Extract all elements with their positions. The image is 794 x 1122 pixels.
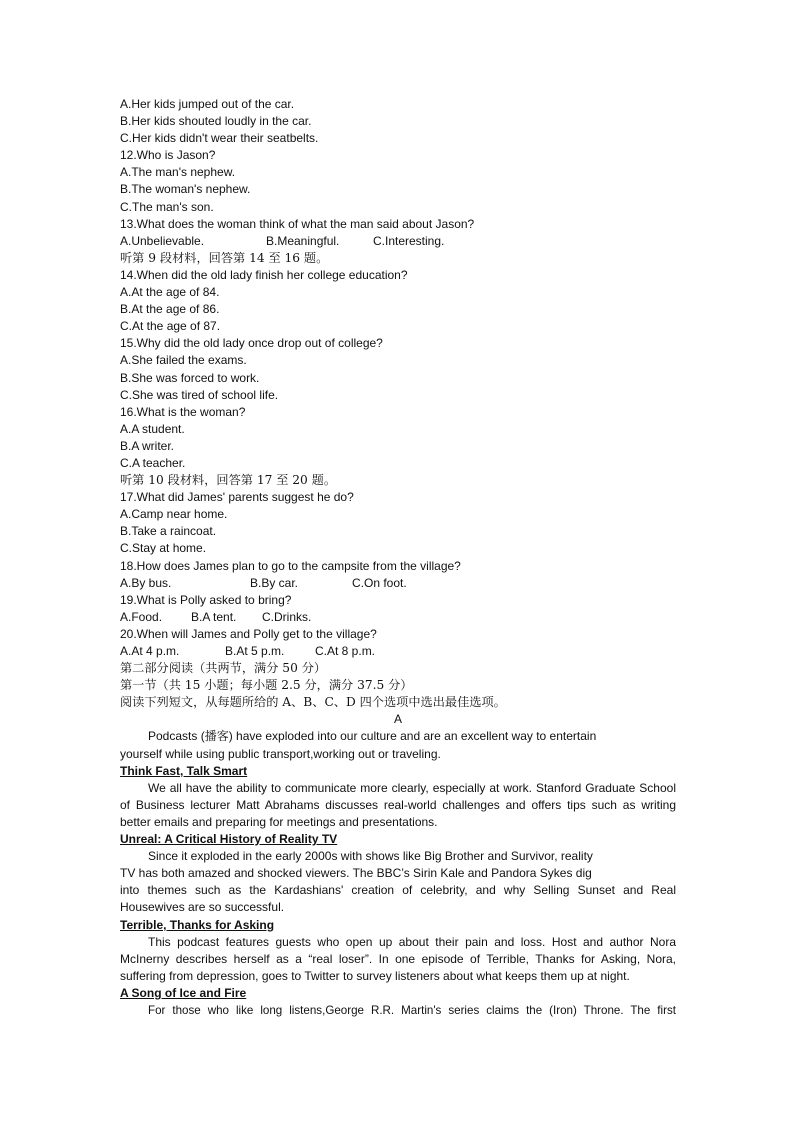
q12-option-b: B.The woman's nephew.	[120, 182, 251, 197]
passage-label: A	[393, 712, 402, 727]
q11-options	[120, 96, 676, 147]
q14-question: 14.When did the old lady finish her college education?	[120, 267, 408, 282]
q13-option-a: A.Unbelievable.	[120, 233, 205, 248]
q20-option-c: C.At 8 p.m.	[315, 644, 376, 658]
q17-option-c: C.Stay at home.	[120, 541, 207, 556]
q18-options	[120, 575, 676, 592]
part2-title: 第二部分阅读（共两节，满分 50 分）	[120, 661, 327, 676]
q12-question: 12.Who is Jason?	[120, 148, 216, 163]
q14-option-a: A.At the age of 84.	[120, 285, 220, 300]
podcast2-line-3: into themes such as the Kardashians' creation of celebrity, and why Selling Sunset and Real	[120, 883, 676, 898]
q17-question: 17.What did James' parents suggest he do?	[120, 490, 354, 505]
q16-option-a: A.A student.	[120, 421, 185, 436]
podcast2-line-1: Since it exploded in the early 2000s with shows like Big Brother and Survivor, reality	[148, 849, 593, 864]
q20-option-a: A.At 4 p.m.	[120, 644, 180, 658]
q15-option-c: C.She was tired of school life.	[120, 387, 279, 402]
reading-instructions: 阅读下列短文，从每题所给的 A、B、C、D 四个选项中选出最佳选项。	[120, 695, 506, 710]
q17-option-b: B.Take a raincoat.	[120, 524, 217, 539]
q19-options	[120, 609, 676, 626]
podcast1-text: We all have the ability to communicate more clearly, especially at work. Stanford Graduate School of Business lecturer Matt Abrahams discusses real-world challenges and offers tips such as writing better emails and preparing for meetings and presentations.	[120, 780, 676, 829]
q16-option-c: C.A teacher.	[120, 455, 186, 470]
podcast2-line-2: TV has both amazed and shocked viewers. The BBC’s Sirin Kale and Pandora Sykes dig	[120, 866, 592, 881]
podcast1-title: Think Fast, Talk Smart	[120, 763, 248, 778]
podcast2-line-4: Housewives are so successful.	[120, 900, 285, 915]
podcast4-title: A Song of Ice and Fire	[120, 985, 247, 1000]
q13-options	[120, 233, 676, 250]
q20-options	[120, 643, 676, 660]
intro-line-2: yourself while using public transport,working out or traveling.	[120, 746, 441, 761]
podcast2-title: Unreal: A Critical History of Reality TV	[120, 832, 338, 847]
q11-option-b: B.Her kids shouted loudly in the car.	[120, 114, 312, 129]
q16-option-b: B.A writer.	[120, 438, 175, 453]
q13-option-c: C.Interesting.	[373, 233, 445, 248]
q18-option-b: B.By car.	[250, 575, 299, 590]
q15-question: 15.Why did the old lady once drop out of college?	[120, 336, 383, 351]
podcast4-line-1: For those who like long listens,George R.R. Martin's series claims the (Iron) Throne. The first	[148, 1003, 676, 1017]
q19-option-c: C.Drinks.	[262, 609, 312, 624]
q13-question: 13.What does the woman think of what the man said about Jason?	[120, 216, 475, 231]
podcast3-text: This podcast features guests who open up about their pain and loss. Host and author Nora McInerny describes herself as a “real loser”. In one episode of Terrible, Thanks for Asking, Nora, suffering from depression, goes to Twitter to survey listeners about what keeps them up at night.	[120, 934, 676, 983]
section1-title: 第一节（共 15 小题；每小题 2.5 分，满分 37.5 分）	[120, 678, 413, 693]
podcast3-title: Terrible, Thanks for Asking	[120, 917, 275, 932]
section9-instruction: 听第 9 段材料，回答第 14 至 16 题。	[120, 250, 329, 265]
q20-option-b: B.At 5 p.m.	[225, 644, 285, 658]
q18-option-a: A.By bus.	[120, 575, 172, 590]
q11-option-c: C.Her kids didn't wear their seatbelts.	[120, 131, 319, 146]
q19-question: 19.What is Polly asked to bring?	[120, 592, 292, 607]
q20-question: 20.When will James and Polly get to the village?	[120, 626, 377, 641]
intro-line-1: Podcasts (播客) have exploded into our culture and are an excellent way to entertain	[148, 729, 597, 744]
q16-question: 16.What is the woman?	[120, 404, 246, 419]
q12-option-c: C.The man's son.	[120, 199, 214, 214]
q11-option-a: A.Her kids jumped out of the car.	[120, 97, 295, 111]
section10-instruction: 听第 10 段材料，回答第 17 至 20 题。	[120, 473, 337, 488]
q19-option-b: B.A tent.	[191, 609, 237, 624]
q18-question: 18.How does James plan to go to the campsite from the village?	[120, 558, 461, 573]
q19-option-a: A.Food.	[120, 609, 163, 624]
q17-option-a: A.Camp near home.	[120, 507, 228, 522]
q15-option-a: A.She failed the exams.	[120, 353, 247, 368]
q13-option-b: B.Meaningful.	[266, 233, 340, 248]
q14-option-c: C.At the age of 87.	[120, 319, 221, 334]
q15-option-b: B.She was forced to work.	[120, 370, 260, 385]
document-page	[120, 96, 676, 1019]
q18-option-c: C.On foot.	[352, 575, 407, 590]
q12-option-a: A.The man's nephew.	[120, 165, 236, 180]
q14-option-b: B.At the age of 86.	[120, 302, 220, 317]
